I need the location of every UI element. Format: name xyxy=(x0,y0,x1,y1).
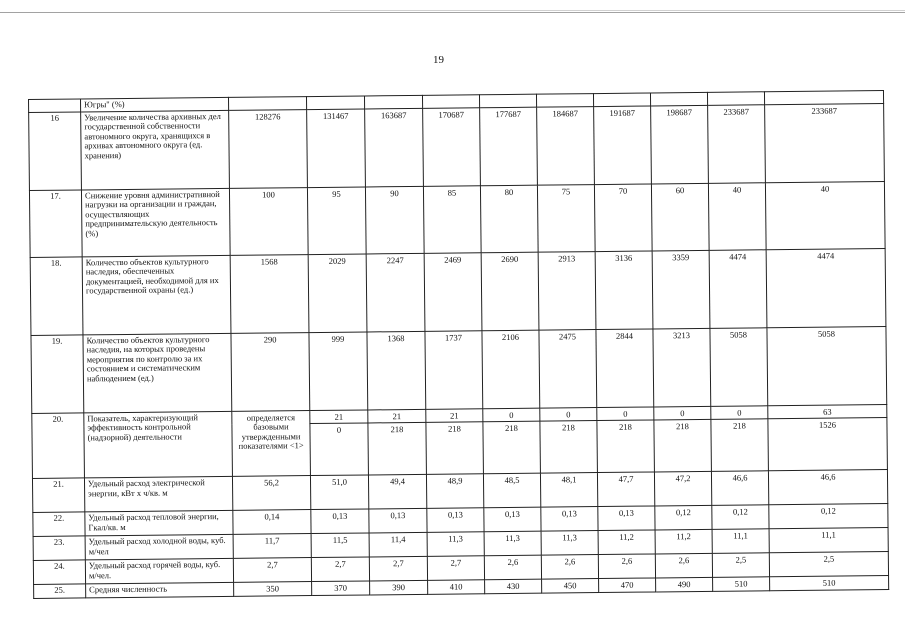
value-cell: 2,6 xyxy=(541,555,598,580)
base-value: 11,7 xyxy=(233,534,311,559)
value-cell: 48,1 xyxy=(540,473,597,508)
value-cell: 2690 xyxy=(481,252,539,331)
value-cell: 4474 xyxy=(709,249,767,328)
value-cell: 1368 xyxy=(367,331,426,410)
value-cell: 2475 xyxy=(539,329,597,408)
value-cell: 510 xyxy=(713,577,770,591)
row-index: 16 xyxy=(29,112,82,191)
row-index: 17. xyxy=(29,190,82,258)
base-value: 128276 xyxy=(229,109,308,188)
row-index: 25. xyxy=(34,584,86,598)
value-cell: 0,13 xyxy=(369,509,427,534)
row-name: Показатель, характеризующий эффективность контрольной (надзорной) деятельности xyxy=(84,411,233,478)
row-name: Удельный расход горячей воды, куб. м/чел. xyxy=(85,559,233,585)
value-cell: 95 xyxy=(307,187,366,255)
row-index: 22. xyxy=(33,512,85,537)
value-cell: 4474 xyxy=(766,248,886,327)
value-cell: 51,0 xyxy=(310,475,368,510)
value-cell: 40 xyxy=(765,181,885,249)
value-cell: 0 xyxy=(597,407,654,421)
indicator-table-sheet xyxy=(28,90,888,595)
value-cell: 0,12 xyxy=(655,506,712,531)
table-row xyxy=(31,326,887,413)
table-row xyxy=(29,103,885,190)
value-cell: 0 xyxy=(654,406,711,420)
value-cell: 40 xyxy=(708,182,766,250)
row-name: Удельный расход электрической энергии, кВт х ч/кв. м xyxy=(84,477,232,513)
value-cell: 131467 xyxy=(307,109,366,188)
value-cell: 0 xyxy=(540,407,597,421)
scan-edge-line xyxy=(0,12,905,13)
row-index: 24. xyxy=(33,560,85,585)
value-cell: 2029 xyxy=(308,254,367,333)
row-index: 21. xyxy=(32,478,84,513)
value-cell: 218 xyxy=(426,422,484,475)
value-cell: 218 xyxy=(597,420,655,473)
value-cell: 11,3 xyxy=(427,532,484,557)
value-cell: 191687 xyxy=(594,106,652,185)
value-cell: 60 xyxy=(651,183,709,251)
value-cell: 11,2 xyxy=(655,530,712,555)
value-cell: 163687 xyxy=(365,108,424,187)
value-cell: 2247 xyxy=(366,253,425,332)
row-name: Снижение уровня административной нагрузки на организации и граждан, осуществляющих предпринимательскую деятельность (%) xyxy=(81,188,230,257)
value-cell: 2106 xyxy=(482,330,540,409)
value-cell: 0 xyxy=(711,405,768,419)
base-value: 1568 xyxy=(230,254,309,333)
value-cell: 218 xyxy=(711,419,769,472)
row-index: 20. xyxy=(32,413,85,479)
row-name: Увеличение количества архивных дел государственной собственности автономного округа, хранящихся в архивах автономного округа (ед. хранения) xyxy=(81,110,230,190)
value-cell: 510 xyxy=(770,576,889,591)
row-name: Удельный расход холодной воды, куб. м/чел xyxy=(85,535,233,561)
value-cell: 80 xyxy=(480,185,538,253)
value-cell: 3359 xyxy=(652,250,710,329)
row-name: Удельный расход тепловой энергии, Гкал/кв. м xyxy=(85,511,233,537)
value-cell: 410 xyxy=(428,580,485,594)
value-cell: 0,13 xyxy=(541,507,598,532)
value-cell: 2,6 xyxy=(655,554,712,579)
value-cell: 70 xyxy=(594,184,652,252)
row-index: 19. xyxy=(31,335,84,414)
value-cell: 170687 xyxy=(423,107,481,186)
value-cell: 48,9 xyxy=(426,474,483,509)
value-cell: 2913 xyxy=(538,251,596,330)
value-cell: 0 xyxy=(483,408,540,422)
value-cell: 390 xyxy=(370,581,428,595)
value-cell: 233687 xyxy=(708,104,766,183)
value-cell: 0,12 xyxy=(769,504,888,529)
value-cell: 0,13 xyxy=(427,508,484,533)
value-cell: 11,2 xyxy=(598,530,655,555)
base-value: 100 xyxy=(229,187,308,255)
value-cell: 2,5 xyxy=(769,552,888,577)
value-cell: 218 xyxy=(540,421,598,474)
value-cell: 218 xyxy=(483,421,541,474)
table-row xyxy=(30,248,886,335)
value-cell: 47,2 xyxy=(654,472,711,507)
value-cell: 47,7 xyxy=(597,472,654,507)
value-cell: 2469 xyxy=(424,252,482,331)
page-number: 19 xyxy=(433,54,444,66)
value-cell: 2844 xyxy=(596,329,654,408)
value-cell: 184687 xyxy=(537,106,595,185)
value-cell: 11,3 xyxy=(484,531,541,556)
value-cell: 198687 xyxy=(651,105,709,184)
value-cell: 63 xyxy=(768,404,887,419)
value-cell: 233687 xyxy=(765,103,885,182)
row-index: 23. xyxy=(33,536,85,561)
base-value: 290 xyxy=(231,332,310,411)
value-cell: 48,5 xyxy=(483,473,540,508)
value-cell: 21 xyxy=(310,410,368,424)
value-cell: 2,7 xyxy=(369,557,427,582)
value-cell: 21 xyxy=(368,409,426,423)
value-cell: 11,4 xyxy=(369,533,427,558)
value-cell: 2,5 xyxy=(712,553,769,578)
value-cell: 2,6 xyxy=(484,555,541,580)
value-cell: 470 xyxy=(599,578,656,592)
value-cell: 90 xyxy=(365,186,424,254)
value-cell: 0 xyxy=(310,423,369,476)
value-cell: 490 xyxy=(656,578,713,592)
value-cell: 0,13 xyxy=(311,509,369,534)
value-cell: 11,3 xyxy=(541,531,598,556)
value-cell: 450 xyxy=(542,579,599,593)
value-cell: 218 xyxy=(654,420,712,473)
value-cell: 2,7 xyxy=(427,556,484,581)
value-cell: 11,1 xyxy=(712,529,769,554)
value-cell: 177687 xyxy=(480,107,538,186)
table-row xyxy=(29,181,885,257)
value-cell: 218 xyxy=(368,423,427,476)
value-cell: 0,12 xyxy=(712,505,769,530)
row-index: 18. xyxy=(30,257,83,336)
value-cell: 2,6 xyxy=(598,554,655,579)
indicator-table xyxy=(28,90,889,599)
base-value: 350 xyxy=(234,582,312,596)
value-cell: 1526 xyxy=(768,418,888,471)
value-cell: 49,4 xyxy=(368,475,426,510)
base-value: определяется базовыми утвержденными показателями <1> xyxy=(232,410,311,476)
scan-edge-line-secondary xyxy=(330,10,905,11)
base-value: 2,7 xyxy=(233,558,311,583)
value-cell: 1737 xyxy=(425,330,483,409)
value-cell: 75 xyxy=(537,184,595,252)
base-value: 0,14 xyxy=(233,510,311,535)
row-name: Количество объектов культурного наследия, на которых проведены мероприятия по контролю за их состоянием и систематическим наблюдением (ед.) xyxy=(83,333,232,413)
value-cell: 21 xyxy=(426,408,483,422)
value-cell: 0,13 xyxy=(484,507,541,532)
value-cell: 2,7 xyxy=(311,557,369,582)
value-cell: 46,6 xyxy=(768,470,887,505)
value-cell: 11,5 xyxy=(311,533,369,558)
value-cell: 46,6 xyxy=(711,471,768,506)
base-value: 56,2 xyxy=(232,476,310,511)
row-name: Количество объектов культурного наследия, обеспеченных документацией, необходимой для их государственной охраны (ед.) xyxy=(82,255,231,335)
value-cell: 3136 xyxy=(595,251,653,330)
row-name: Югры" (%) xyxy=(81,97,229,111)
value-cell: 11,1 xyxy=(769,528,888,553)
value-cell: 3213 xyxy=(653,328,711,407)
value-cell: 85 xyxy=(423,185,481,253)
value-cell: 0,13 xyxy=(598,506,655,531)
value-cell: 430 xyxy=(485,579,542,593)
value-cell: 370 xyxy=(312,581,370,595)
row-name: Средняя численность xyxy=(86,583,234,598)
value-cell: 5058 xyxy=(710,327,768,406)
value-cell: 999 xyxy=(309,332,368,411)
value-cell: 5058 xyxy=(767,326,887,405)
